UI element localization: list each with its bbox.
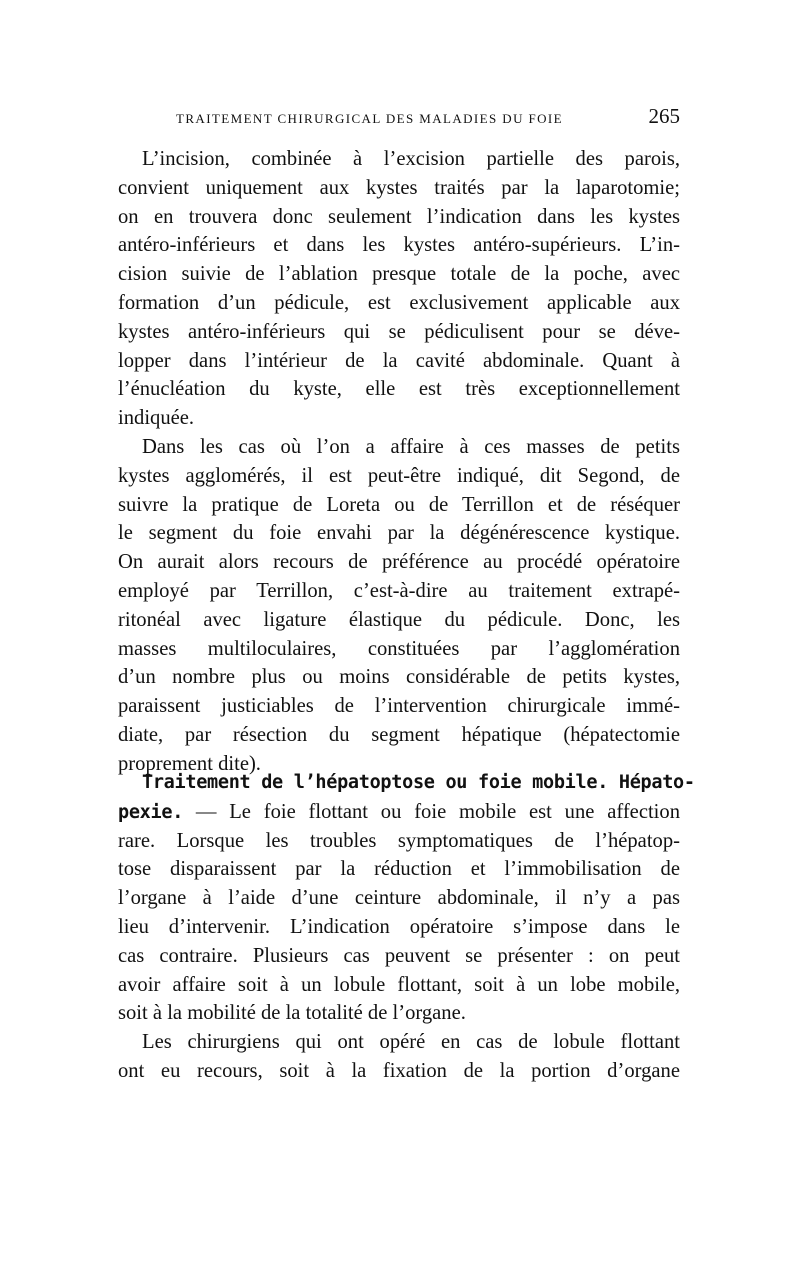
page-number: 265 — [648, 104, 680, 128]
text-line: kystes antéro-inférieurs qui se pédiculisent pour se déve- — [118, 320, 680, 343]
text-line: soit à la mobilité de la totalité de l’organe. — [118, 1002, 466, 1025]
text-line — [118, 798, 680, 827]
text-line: masses multiloculaires, constituées par l’agglomération — [118, 637, 680, 660]
text-line: antéro-inférieurs et dans les kystes antéro-supérieurs. L’in- — [118, 234, 680, 257]
text-line: ont eu recours, soit à la fixation de la portion d’organe — [118, 1059, 680, 1082]
text-line: l’énucléation du kyste, elle est très exceptionnellement — [118, 378, 680, 401]
section-hepatoptose — [118, 769, 695, 1086]
text-line: cision suivie de l’ablation presque totale de la poche, avec — [118, 263, 680, 286]
text-line: ritonéal avec ligature élastique du pédicule. Donc, les — [118, 608, 680, 631]
text-line: lopper dans l’intérieur de la cavité abdominale. Quant à — [118, 349, 680, 372]
text-line: kystes agglomérés, il est peut-être indiqué, dit Segond, de — [118, 464, 680, 487]
running-title: TRAITEMENT CHIRURGICAL DES MALADIES DU FOIE — [176, 111, 563, 126]
text-line: indiquée. — [118, 407, 195, 430]
text-line: On aurait alors recours de préférence au procédé opératoire — [118, 551, 680, 574]
text-line: Les chirurgiens qui ont opéré en cas de lobule flottant — [142, 1031, 680, 1054]
text-line: employé par Terrillon, c’est-à-dire au traitement extrapé- — [118, 579, 680, 602]
text-line: rare. Lorsque les troubles symptomatiques de l’hépatop- — [118, 829, 680, 852]
text-line: convient uniquement aux kystes traités par la laparotomie; — [118, 176, 680, 199]
text-line: lieu d’intervenir. L’indication opératoire s’impose dans le — [118, 915, 680, 938]
text-line: L’incision, combinée à l’excision partielle des parois, — [142, 148, 680, 170]
running-head — [176, 104, 680, 134]
text-line: diate, par résection du segment hépatique (hépatectomie — [118, 723, 680, 746]
text-line: suivre la pratique de Loreta ou de Terrillon et de réséquer — [118, 493, 680, 516]
text-line: l’organe à l’aide d’une ceinture abdominale, il n’y a pas — [118, 887, 680, 910]
text-line: tose disparaissent par la réduction et l’immobilisation de — [118, 858, 680, 881]
text-line: le segment du foie envahi par la dégénérescence kystique. — [118, 522, 680, 545]
text-line: avoir affaire soit à un lobule flottant, soit à un lobe mobile, — [118, 973, 680, 996]
text-line: d’un nombre plus ou moins considérable de petits kystes, — [118, 666, 680, 689]
text-line: on en trouvera donc seulement l’indication dans les kystes — [118, 205, 680, 228]
text-line: Dans les cas où l’on a affaire à ces masses de petits — [142, 435, 680, 458]
text-line-rest: — Le foie flottant ou foie mobile est une affection — [183, 800, 680, 823]
section-heading: Traitement de l’hépatoptose ou foie mobile. Hépato- — [142, 772, 695, 793]
paragraph-incision — [118, 145, 680, 779]
text-line: cas contraire. Plusieurs cas peuvent se présenter : on peut — [118, 944, 680, 967]
text-line: paraissent justiciables de l’intervention chirurgicale immé- — [118, 695, 680, 718]
text-line: proprement dite). — [118, 752, 261, 775]
text-line: formation d’un pédicule, est exclusivement applicable aux — [118, 291, 680, 314]
section-heading-end: pexie. — [118, 801, 184, 823]
